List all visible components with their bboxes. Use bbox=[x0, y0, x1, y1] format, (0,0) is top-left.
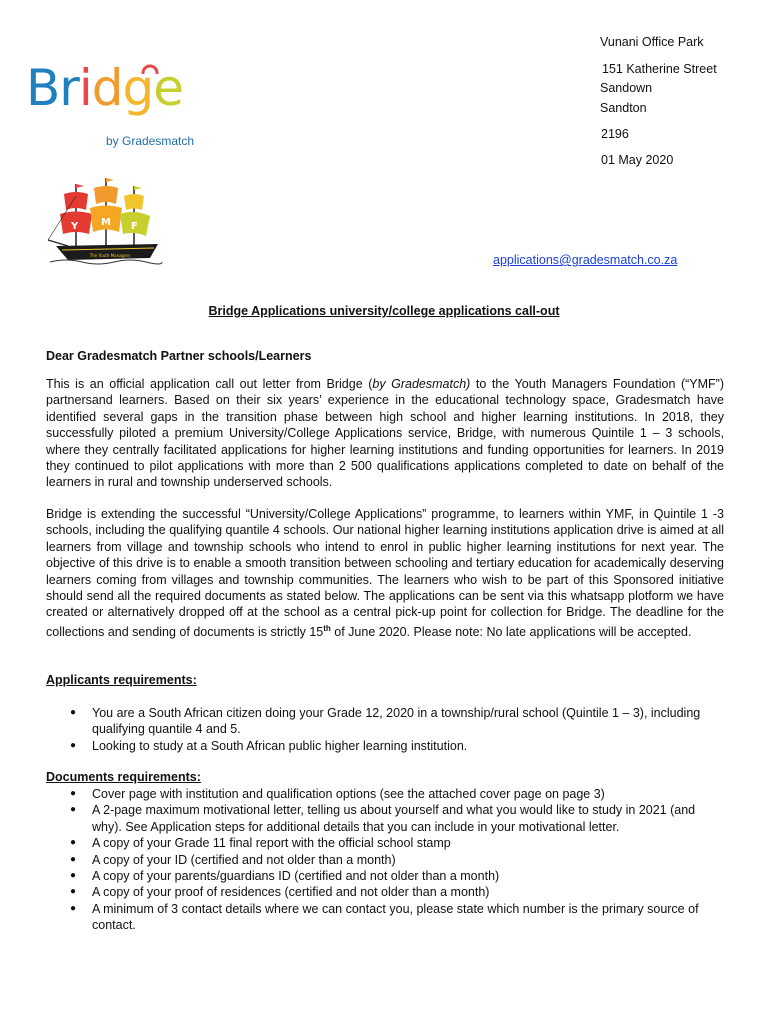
logo-bridge-arc-icon bbox=[141, 62, 159, 74]
list-item bbox=[46, 868, 724, 884]
para2-part-b: of June 2020. Please note: No late applications will be accepted. bbox=[330, 625, 692, 639]
list-item bbox=[46, 835, 724, 851]
para2-part-a: Bridge is extending the successful “University/College Applications” programme, to learners within YMF, in Quintile 1 -3 schools, including the qualifying quantile 4 schools. Our national higher learning institutions application drive is aimed at all learners from village and township schools who intend to enrol in public higher learning institutions for next year. The objective of this drive is to enable a smooth transition between schooling and tertiary education for academically deserving learners coming from villages and township communities. The learners who wish to be part of this Sponsored initiative should send all the required documents as stated below. The applications can be sent via this whatsapp plotform we have created or alternatively dropped off at the school as a central pick-up point for collection for Bridge. The deadline for the collections and sending of documents is strictly 15 bbox=[46, 507, 724, 639]
list-item-text: A copy of your ID (certified and not older than a month) bbox=[92, 852, 396, 867]
list-item bbox=[46, 852, 724, 868]
list-item-text: A copy of your Grade 11 final report with the official school stamp bbox=[92, 836, 451, 851]
bullet-icon: ● bbox=[70, 870, 77, 882]
bridge-logo bbox=[26, 58, 216, 153]
bullet-icon: ● bbox=[70, 788, 77, 799]
greeting-text: Dear Gradesmatch Partner schools/Learners bbox=[46, 349, 312, 363]
bullet-icon: ● bbox=[70, 837, 77, 849]
list-item-text: A copy of your proof of residences (certified and not older than a month) bbox=[92, 885, 490, 900]
list-item bbox=[46, 705, 724, 738]
ymf-letter-m: M bbox=[101, 217, 111, 228]
list-item-text: A minimum of 3 contact details where we can contact you, please state which number is the primary source of contact. bbox=[92, 901, 699, 933]
para1-part-b: by Gradesmatch) bbox=[372, 377, 471, 391]
letter-date: 01 May 2020 bbox=[601, 153, 674, 167]
ymf-ship-emblem-icon bbox=[46, 176, 166, 268]
ymf-letter-y: Y bbox=[71, 221, 79, 232]
address-line-4: Sandton bbox=[600, 101, 647, 115]
greeting bbox=[46, 348, 724, 364]
letter-subject: Bridge Applications university/college applications call-out bbox=[208, 304, 560, 318]
list-item bbox=[46, 738, 724, 754]
paragraph-intro bbox=[46, 376, 724, 491]
list-item-text: Looking to study at a South African public higher learning institution. bbox=[92, 738, 468, 753]
bullet-icon: ● bbox=[70, 902, 77, 914]
bullet-icon: ● bbox=[70, 853, 77, 865]
address-line-1: Vunani Office Park bbox=[600, 35, 704, 49]
list-item-text: You are a South African citizen doing your Grade 12, 2020 in a township/rural school (Quintile 1 – 3), including qualifying quantile 4 and 5. bbox=[92, 706, 701, 737]
list-item bbox=[46, 802, 724, 835]
address-postal-code: 2196 bbox=[601, 127, 629, 141]
para1-part-c: to the Youth Managers Foundation (“YMF”) partnersand learners. Based on their six years’ experience in the educational technology space, Gradesmatch have identified several gaps in the transition phase between high school and higher learning institutions. In 2018, they successfully piloted a premium University/College Applications service, Bridge, with numerous Quintile 1 – 3 schools, where they centrally facilitated applications for higher learning institutions and funding opportunities for learners. In 2019 they continued to pilot applications with more than 2 500 qualifications applications completed to date on behalf of the learners in rural and township underserved schools. bbox=[46, 377, 724, 490]
para2-superscript: th bbox=[323, 623, 331, 633]
bullet-icon: ● bbox=[70, 707, 77, 718]
address-line-2: 151 Katherine Street bbox=[602, 62, 717, 76]
logo-wordmark: Bridge bbox=[26, 59, 184, 117]
email-link[interactable]: applications@gradesmatch.co.za bbox=[493, 253, 678, 267]
documents-heading: Documents requirements: bbox=[46, 770, 201, 784]
applicants-heading: Applicants requirements: bbox=[46, 673, 197, 687]
ymf-banner-text: The Youth Managers bbox=[89, 253, 131, 258]
list-item-text: Cover page with institution and qualification options (see the attached cover page on page 3) bbox=[92, 787, 605, 801]
bullet-icon: ● bbox=[70, 886, 77, 898]
address-line-3: Sandown bbox=[600, 81, 653, 95]
logo-tagline: by Gradesmatch bbox=[106, 134, 195, 148]
paragraph-programme bbox=[46, 506, 724, 640]
list-item-text: A copy of your parents/guardians ID (certified and not older than a month) bbox=[92, 869, 500, 884]
list-item bbox=[46, 884, 724, 900]
ymf-letter-f: F bbox=[131, 221, 138, 232]
list-item-text: A 2-page maximum motivational letter, telling us about yourself and what you would like to study in 2021 (and why). See Application steps for additional details that you can include in your motivational letter. bbox=[92, 803, 696, 834]
documents-list bbox=[46, 786, 724, 934]
para1-part-a: This is an official application call out letter from Bridge ( bbox=[46, 377, 373, 391]
bullet-icon: ● bbox=[70, 804, 77, 816]
bullet-icon: ● bbox=[70, 739, 77, 751]
list-item bbox=[46, 901, 724, 934]
list-item bbox=[46, 786, 724, 802]
applicants-list bbox=[46, 705, 724, 754]
